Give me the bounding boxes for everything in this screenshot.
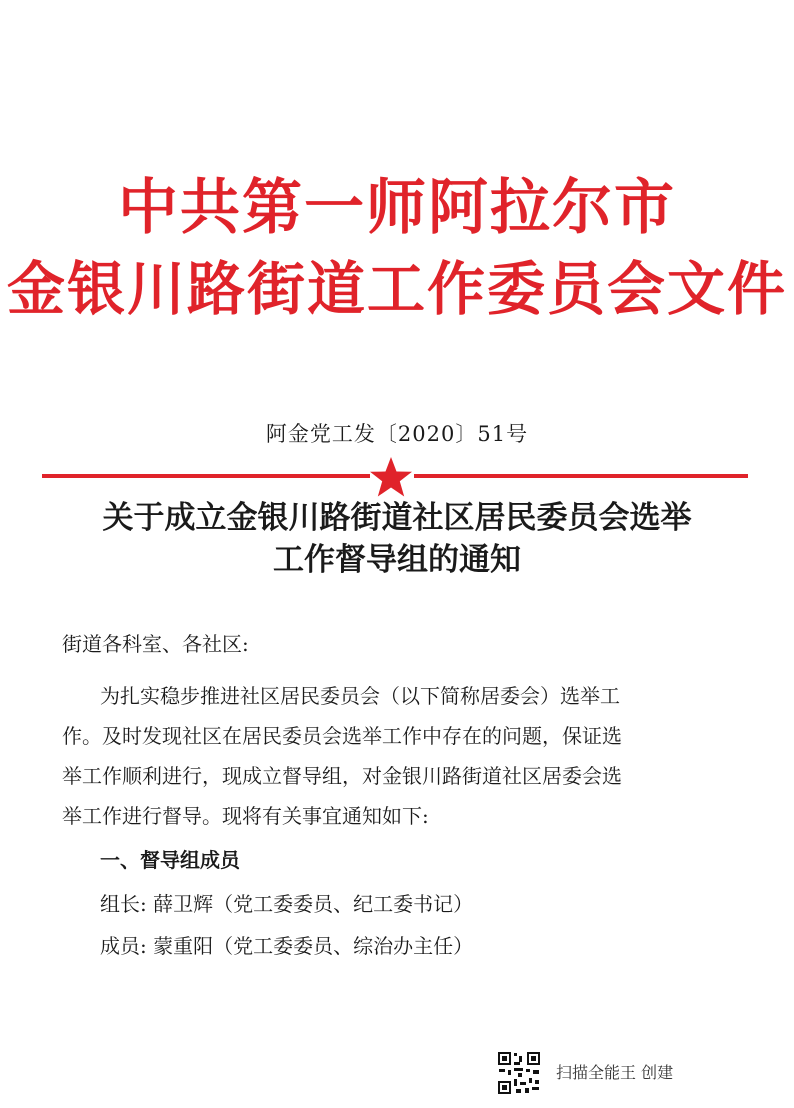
- paragraph-line: 为扎实稳步推进社区居民委员会（以下简称居委会）选举工: [100, 684, 620, 708]
- salutation: 街道各科室、各社区:: [62, 632, 249, 656]
- header-title-line-2: 金银川路街道工作委员会文件: [6, 255, 787, 323]
- notice-title-line-2: 工作督导组的通知: [273, 542, 521, 578]
- header-title-line-1: 中共第一师阿拉尔市: [118, 173, 676, 243]
- red-divider-right: [414, 474, 748, 478]
- member-line-leader: 组长: 薛卫辉（党工委委员、纪工委书记）: [100, 892, 474, 916]
- member-line-member: 成员: 蒙重阳（党工委委员、综治办主任）: [100, 934, 474, 958]
- red-star-icon: [368, 457, 414, 497]
- section-heading: 一、督导组成员: [100, 848, 240, 872]
- paragraph-line: 作。及时发现社区在居民委员会选举工作中存在的问题，保证选: [62, 724, 622, 748]
- red-divider-left: [42, 474, 370, 478]
- paragraph-line: 举工作进行督导。现将有关事宜通知如下:: [62, 804, 429, 828]
- paragraph-line: 举工作顺利进行，现成立督导组，对金银川路街道社区居委会选: [62, 764, 622, 788]
- scanner-watermark: 扫描全能王 创建: [556, 1063, 674, 1082]
- notice-title-line-1: 关于成立金银川路街道社区居民委员会选举: [102, 500, 692, 536]
- document-number: 阿金党工发〔2020〕51号: [265, 422, 529, 446]
- qr-code-icon: [496, 1050, 542, 1096]
